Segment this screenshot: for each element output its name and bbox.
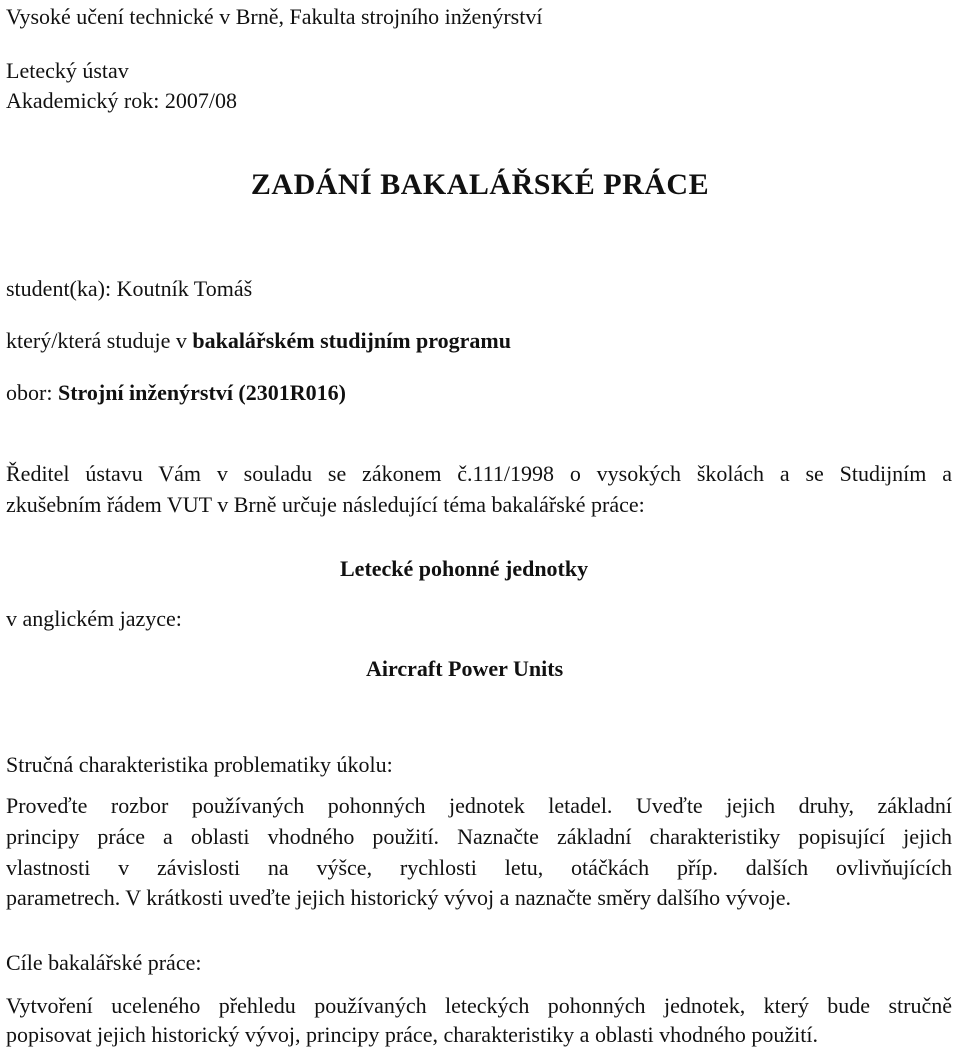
- topic-english: Aircraft Power Units: [366, 656, 564, 681]
- department-line: Letecký ústav: [6, 58, 129, 83]
- characteristics-line-4: parametrech. V krátkosti uveďte jejich historický vývoj a naznačte směry dalšího vývoje.: [6, 885, 792, 910]
- topic-czech: Letecké pohonné jednotky: [340, 556, 589, 581]
- field-value: Strojní inženýrství (2301R016): [57, 380, 346, 405]
- academic-year-line: Akademický rok: 2007/08: [6, 88, 237, 113]
- goals-heading: Cíle bakalářské práce:: [6, 950, 202, 975]
- student-label: student(ka):: [6, 276, 117, 301]
- characteristics-line-1: Proveďte rozbor používaných pohonných jednotek letadel. Uveďte jejich druhy, základní: [6, 793, 952, 818]
- goals-line-1: Vytvoření uceleného přehledu používaných leteckých pohonných jednotek, který bude stručně: [6, 993, 952, 1018]
- intro-line-1: Ředitel ústavu Vám v souladu se zákonem č.111/1998 o vysokých školách a se Studijním a: [6, 461, 952, 486]
- characteristics-heading: Stručná charakteristika problematiky úkolu:: [6, 752, 393, 777]
- program-prefix: který/která studuje v: [6, 328, 193, 353]
- program-line: [6, 328, 511, 354]
- program-value: bakalářském studijním programu: [192, 328, 511, 353]
- student-line: [6, 276, 252, 302]
- field-prefix: obor:: [6, 380, 58, 405]
- characteristics-line-2: principy práce a oblasti vhodného použití. Naznačte základní charakteristiky popisující jejich: [6, 824, 952, 849]
- characteristics-line-3: vlastnosti v závislosti na výšce, rychlosti letu, otáčkách příp. dalších ovlivňujících: [6, 855, 952, 880]
- institution-line: Vysoké učení technické v Brně, Fakulta strojního inženýrství: [6, 4, 543, 29]
- field-line: [6, 380, 346, 406]
- english-label: v anglickém jazyce:: [6, 606, 182, 631]
- document-title: ZADÁNÍ BAKALÁŘSKÉ PRÁCE: [250, 168, 710, 201]
- goals-line-2: popisovat jejich historický vývoj, principy práce, charakteristiky a oblasti vhodného použití.: [6, 1022, 818, 1047]
- student-name: Koutník Tomáš: [116, 276, 253, 301]
- intro-line-2: zkušebním řádem VUT v Brně určuje následující téma bakalářské práce:: [6, 492, 645, 517]
